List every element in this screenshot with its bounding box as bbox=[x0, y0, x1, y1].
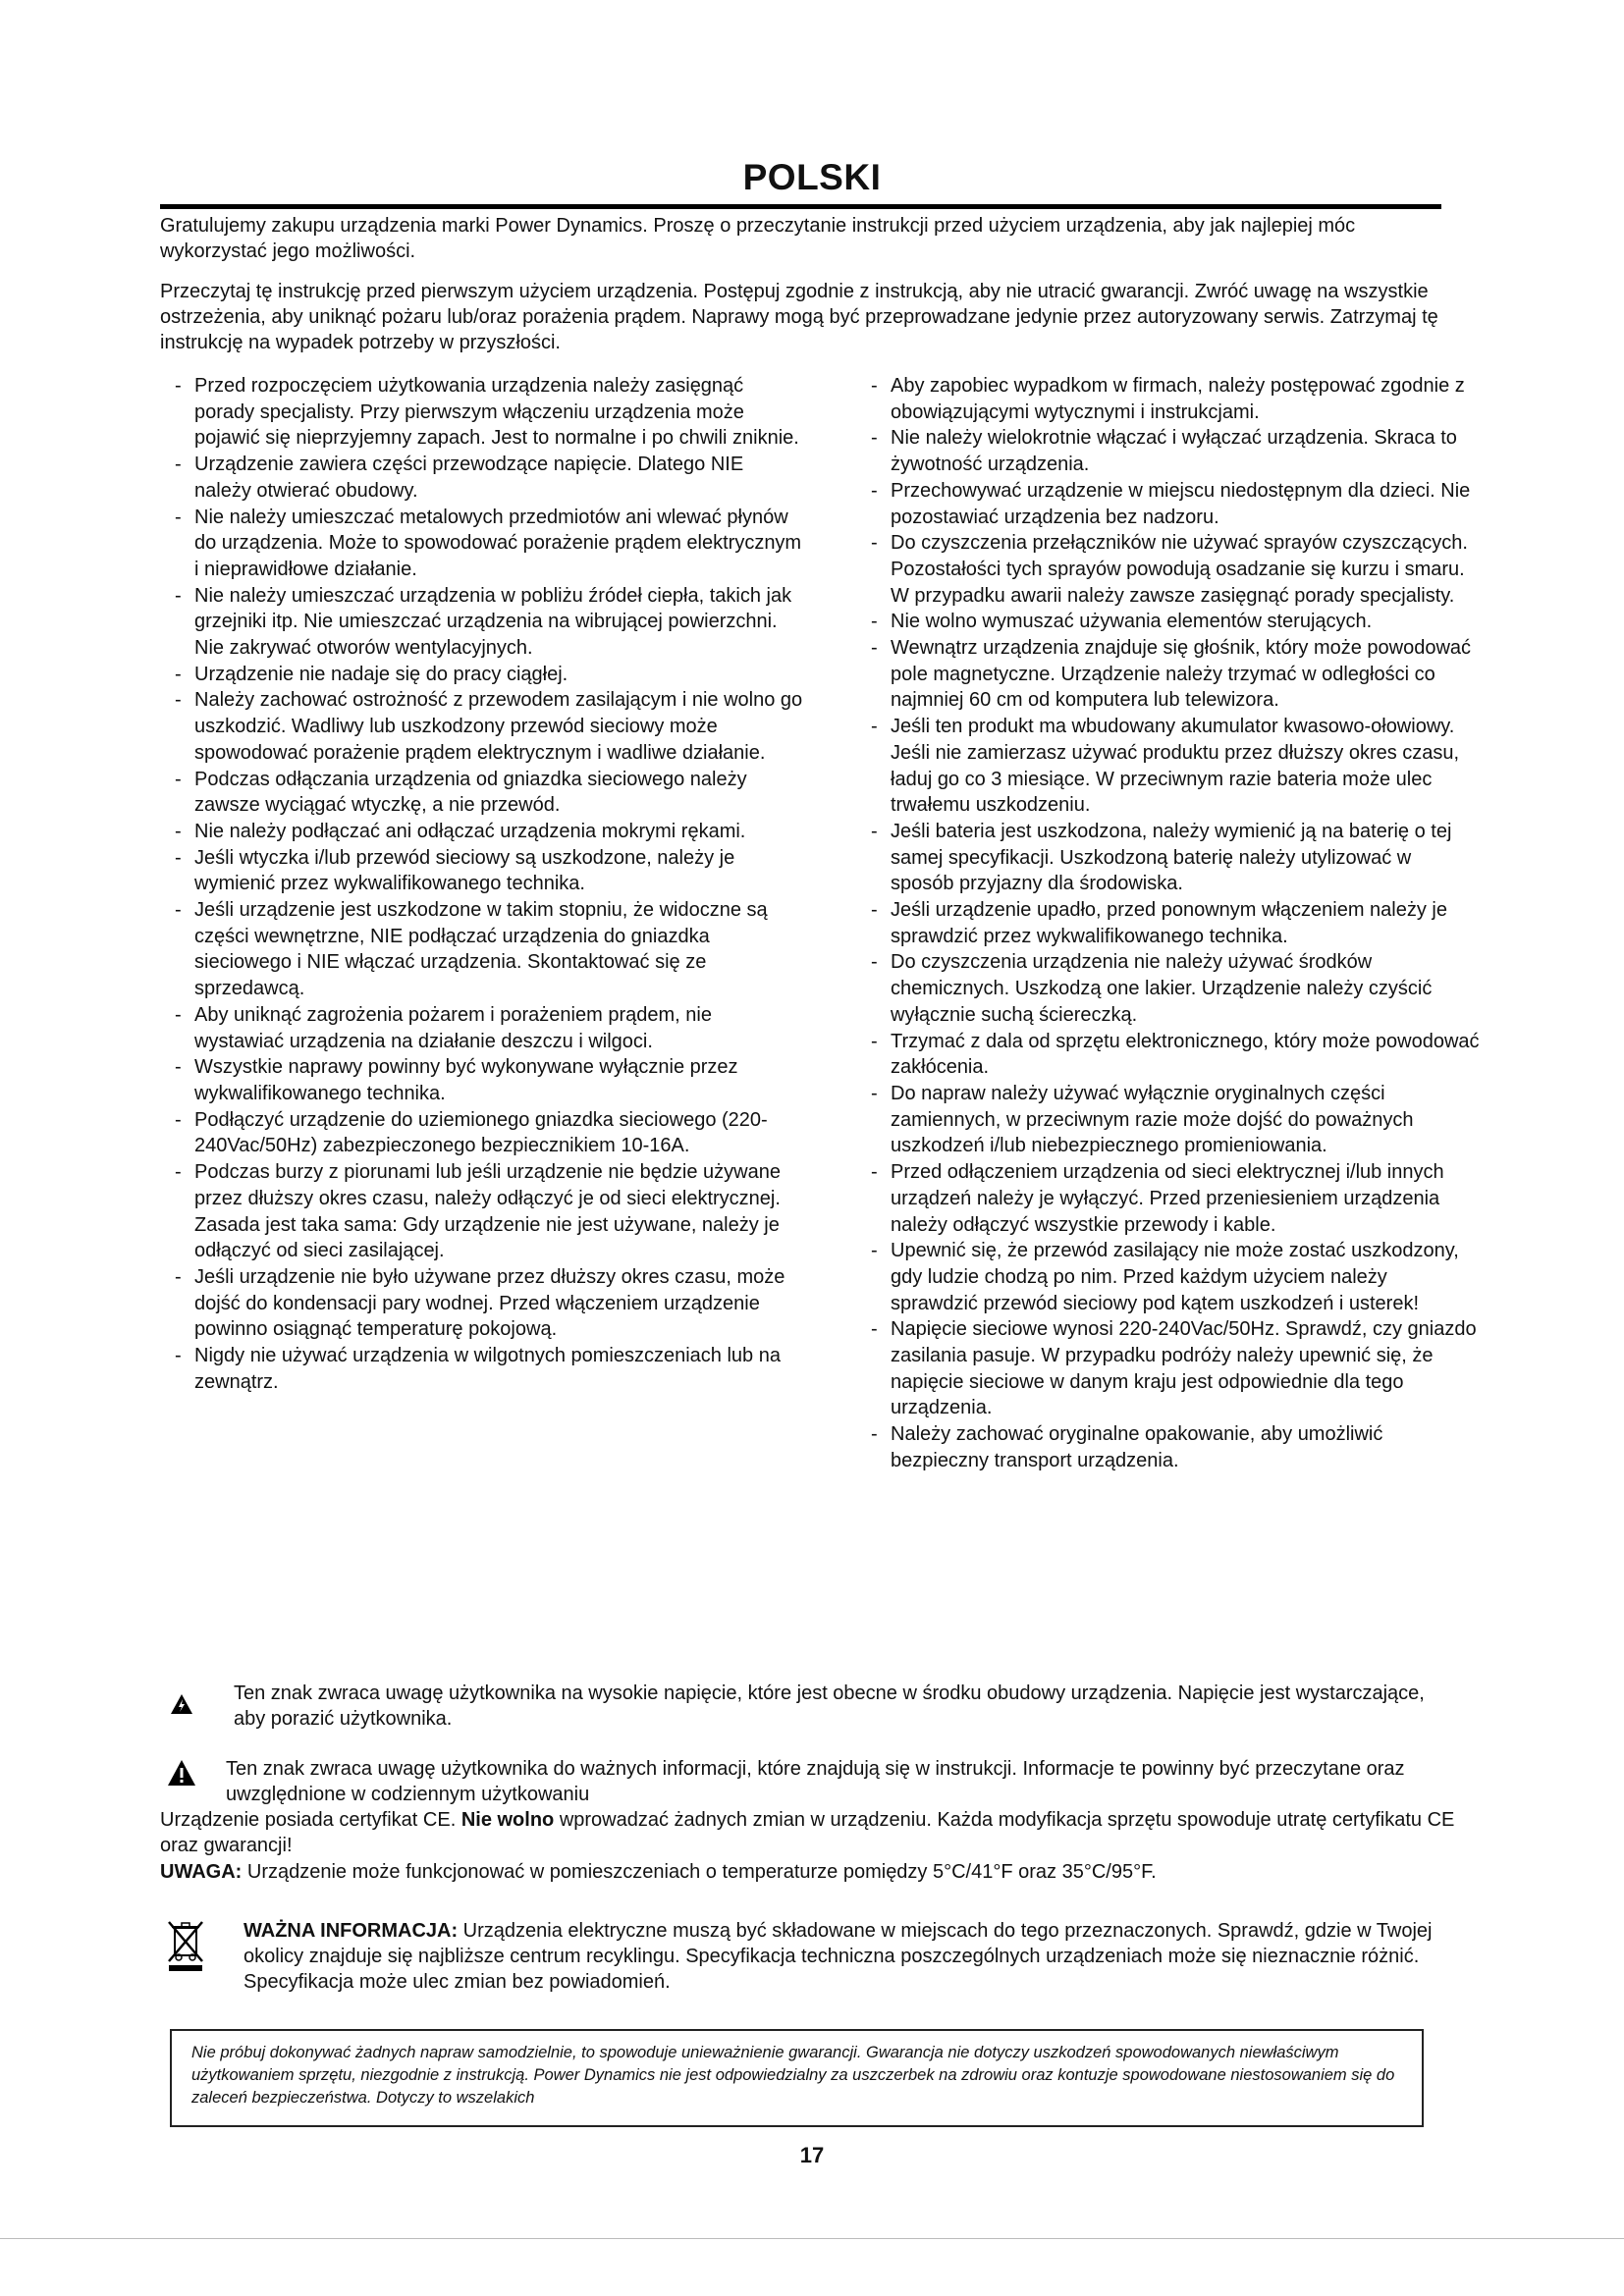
safety-list-item bbox=[175, 767, 803, 819]
safety-list-item bbox=[871, 1081, 1480, 1159]
list-dash: - bbox=[871, 479, 878, 502]
safety-list-item bbox=[175, 687, 803, 766]
list-dash: - bbox=[175, 820, 182, 842]
safety-list-item bbox=[871, 425, 1480, 477]
intro-paragraph-2: Przeczytaj tę instrukcję przed pierwszym użyciem urządzenia. Postępuj zgodnie z instrukcją, aby nie utracić gwarancji. Zwróć uwagę na wszystkie ostrzeżenia, aby uniknąć pożaru lub/oraz porażenia prądem. Naprawy mogą być przeprowadzane jedynie przez autoryzowany serwis. Zatrzymaj tę instrukcję na wypadek potrzeby w przyszłości. bbox=[160, 281, 1438, 353]
safety-list-item bbox=[871, 1421, 1480, 1473]
safety-list-item bbox=[175, 373, 803, 452]
safety-list-item bbox=[175, 1107, 803, 1159]
safety-list-item bbox=[871, 714, 1480, 819]
list-item-text: Podczas burzy z piorunami lub jeśli urządzenie nie będzie używane przez dłuższy okres czasu, należy odłączyć je od sieci elektrycznej. Zasada jest taka sama: Gdy urządzenie nie jest używane, należy je odłączyć od sieci zasilającej. bbox=[194, 1161, 781, 1262]
list-dash: - bbox=[175, 899, 182, 922]
safety-list-item bbox=[175, 452, 803, 504]
list-dash: - bbox=[871, 1161, 878, 1184]
safety-list-item bbox=[871, 1159, 1480, 1238]
safety-list-item bbox=[871, 1029, 1480, 1081]
list-item-text: Urządzenie zawiera części przewodzące napięcie. Dlatego NIE należy otwierać obudowy. bbox=[194, 454, 744, 502]
safety-list-left bbox=[175, 373, 803, 1395]
safety-list-item bbox=[175, 1159, 803, 1264]
safety-list-item bbox=[871, 635, 1480, 714]
list-dash: - bbox=[175, 1056, 182, 1079]
list-dash: - bbox=[175, 663, 182, 685]
safety-list-item bbox=[175, 845, 803, 897]
list-item-text: Wewnątrz urządzenia znajduje się głośnik, który może powodować pole magnetyczne. Urządzenie należy trzymać w odległości co najmniej 60 cm od komputera lub telewizora. bbox=[891, 637, 1472, 712]
safety-list-item bbox=[871, 1238, 1480, 1316]
list-dash: - bbox=[871, 375, 878, 397]
list-dash: - bbox=[871, 1423, 878, 1446]
list-dash: - bbox=[175, 1003, 182, 1026]
list-item-text: Jeśli bateria jest uszkodzona, należy wymienić ją na baterię o tej samej specyfikacji. Uszkodzoną baterię należy utylizować w sposób przyjazny dla środowiska. bbox=[891, 820, 1452, 895]
safety-list-item bbox=[175, 819, 803, 845]
list-dash: - bbox=[175, 1161, 182, 1184]
list-dash: - bbox=[175, 506, 182, 528]
list-item-text: Do napraw należy używać wyłącznie oryginalnych części zamiennych, w przeciwnym razie może dojść do poważnych uszkodzeń i/lub niebezpiecznego promieniowania. bbox=[891, 1082, 1414, 1157]
list-dash: - bbox=[871, 611, 878, 633]
list-dash: - bbox=[175, 454, 182, 476]
safety-list-item bbox=[175, 1054, 803, 1106]
list-item-text: Jeśli urządzenie nie było używane przez dłuższy okres czasu, może dojść do kondensacji pary wodnej. Przed włączeniem urządzenie powinno osiągnąć temperaturę pokojową. bbox=[194, 1265, 785, 1341]
safety-list-item bbox=[175, 1343, 803, 1395]
list-dash: - bbox=[871, 532, 878, 555]
list-dash: - bbox=[871, 951, 878, 974]
list-item-text: Należy zachować ostrożność z przewodem zasilającym i nie wolno go uszkodzić. Wadliwy lub uszkodzony przewód sieciowy może spowodować porażenie prądem elektrycznym i wadliwe działanie. bbox=[194, 689, 803, 764]
list-dash: - bbox=[871, 1030, 878, 1052]
safety-list-item bbox=[871, 478, 1480, 530]
safety-list-item bbox=[871, 373, 1480, 425]
list-item-text: Jeśli ten produkt ma wbudowany akumulator kwasowo-ołowiowy. Jeśli nie zamierzasz używać produktu przez dłuższy okres czasu, ładuj go co 3 miesiące. W przeciwnym razie bateria może ulec trwałemu uszkodzeniu. bbox=[891, 716, 1460, 817]
page-number: 17 bbox=[799, 2143, 825, 2167]
safety-list-item bbox=[871, 609, 1480, 635]
list-item-text: Napięcie sieciowe wynosi 220-240Vac/50Hz. Sprawdź, czy gniazdo zasilania pasuje. W przypadku podróży należy upewnić się, że napięcie sieciowe w danym kraju jest odpowiednie dla tego urządzenia. bbox=[891, 1318, 1477, 1419]
safety-list-item bbox=[175, 583, 803, 662]
list-item-text: Upewnić się, że przewód zasilający nie może zostać uszkodzony, gdy ludzie chodzą po nim. Przed każdym użyciem należy sprawdzić przewód sieciowy pod kątem uszkodzeń i usterek! bbox=[891, 1240, 1459, 1314]
list-item-text: Jeśli wtyczka i/lub przewód sieciowy są uszkodzone, należy je wymienić przez wykwalifikowanego technika. bbox=[194, 846, 735, 895]
list-item-text: Nie należy umieszczać metalowych przedmiotów ani wlewać płynów do urządzenia. Może to spowodować porażenie prądem elektrycznym i nieprawidłowe działanie. bbox=[194, 506, 802, 580]
title-divider bbox=[160, 204, 1441, 209]
safety-list-right bbox=[871, 373, 1480, 1474]
list-dash: - bbox=[871, 637, 878, 660]
list-item-text: Do czyszczenia przełączników nie używać sprayów czyszczących. Pozostałości tych sprayów powodują osadzanie się kurzu i smaru. W przypadku awarii należy zawsze zasięgnąć porady specjalisty. bbox=[891, 532, 1468, 607]
list-item-text: Jeśli urządzenie upadło, przed ponownym włączeniem należy je sprawdzić przez wykwalifikowanego technika. bbox=[891, 899, 1447, 947]
safety-list-item bbox=[871, 530, 1480, 609]
list-item-text: Podłączyć urządzenie do uziemionego gniazdka sieciowego (220-240Vac/50Hz) zabezpieczonego bezpiecznikiem 10-16A. bbox=[194, 1108, 768, 1157]
list-dash: - bbox=[871, 899, 878, 922]
list-item-text: Podczas odłączania urządzenia od gniazdka sieciowego należy zawsze wyciągać wtyczkę, a nie przewód. bbox=[194, 768, 747, 817]
weee-information-text: WAŻNA INFORMACJA: Urządzenia elektryczne muszą być składowane w miejscach do tego przeznaczonych. Sprawdź, gdzie w Twojej okolicy znajduje się najbliższe centrum recyklingu. Specyfikacja techniczna poszczególnych urządzeniach może się nieznacznie różnić. Specyfikacja może ulec zmian bez powiadomień. bbox=[244, 1920, 1433, 1993]
list-item-text: Nie wolno wymuszać używania elementów sterujących. bbox=[891, 611, 1373, 633]
weee-bin-icon bbox=[165, 1918, 206, 1978]
list-dash: - bbox=[175, 1265, 182, 1288]
list-item-text: Nie należy podłączać ani odłączać urządzenia mokrymi rękami. bbox=[194, 820, 746, 842]
high-voltage-icon bbox=[170, 1693, 193, 1720]
list-item-text: Nie należy umieszczać urządzenia w pobliżu źródeł ciepła, takich jak grzejniki itp. Nie umieszczać urządzenia na wibrującej powierzchni. Nie zakrywać otworów wentylacyjnych. bbox=[194, 584, 792, 660]
list-item-text: Przed odłączeniem urządzenia od sieci elektrycznej i/lub innych urządzeń należy je wyłączyć. Przed przeniesieniem urządzenia należy odłączyć wszystkie przewody i kable. bbox=[891, 1161, 1444, 1236]
list-item-text: Urządzenie nie nadaje się do pracy ciągłej. bbox=[194, 663, 568, 685]
list-item-text: Jeśli urządzenie jest uszkodzone w takim stopniu, że widoczne są części wewnętrzne, NIE podłączać urządzenia do gniazdka sieciowego i NIE włączać urządzenia. Skontaktować się ze sprzedawcą. bbox=[194, 899, 768, 1000]
temperature-warning: UWAGA: Urządzenie może funkcjonować w pomieszczeniach o temperaturze pomiędzy 5°C/41°F oraz 35°C/95°F. bbox=[160, 1861, 1157, 1883]
list-item-text: Przed rozpoczęciem użytkowania urządzenia należy zasięgnąć porady specjalisty. Przy pierwszym włączeniu urządzenia może pojawić się nieprzyjemny zapach. Jest to normalne i po chwili zniknie. bbox=[194, 375, 799, 450]
page-title: POLSKI bbox=[742, 157, 882, 197]
safety-list-item bbox=[871, 819, 1480, 897]
list-item-text: Nigdy nie używać urządzenia w wilgotnych pomieszczeniach lub na zewnątrz. bbox=[194, 1345, 781, 1393]
safety-list-item bbox=[871, 1316, 1480, 1421]
list-dash: - bbox=[175, 1345, 182, 1367]
high-voltage-warning-text: Ten znak zwraca uwagę użytkownika na wysokie napięcie, które jest obecne w środku obudowy urządzenia. Napięcie jest wystarczające, aby porazić użytkownika. bbox=[234, 1682, 1425, 1730]
list-dash: - bbox=[871, 1240, 878, 1262]
list-dash: - bbox=[175, 584, 182, 607]
list-item-text: Należy zachować oryginalne opakowanie, aby umożliwić bezpieczny transport urządzenia. bbox=[891, 1423, 1383, 1471]
safety-list-item bbox=[175, 505, 803, 583]
safety-list-item bbox=[175, 897, 803, 1002]
list-dash: - bbox=[175, 689, 182, 712]
list-dash: - bbox=[871, 427, 878, 450]
list-item-text: Do czyszczenia urządzenia nie należy używać środków chemicznych. Uszkodzą one lakier. Urządzenie należy czyścić wyłącznie suchą ściereczką. bbox=[891, 951, 1433, 1026]
list-item-text: Trzymać z dala od sprzętu elektronicznego, który może powodować zakłócenia. bbox=[891, 1030, 1480, 1079]
safety-list-item bbox=[175, 1264, 803, 1343]
list-item-text: Przechowywać urządzenie w miejscu niedostępnym dla dzieci. Nie pozostawiać urządzenia bez nadzoru. bbox=[891, 479, 1471, 528]
list-item-text: Wszystkie naprawy powinny być wykonywane wyłącznie przez wykwalifikowanego technika. bbox=[194, 1056, 738, 1104]
important-info-warning-text: Ten znak zwraca uwagę użytkownika do ważnych informacji, które znajdują się w instrukcji. Informacje te powinny być przeczytane oraz uwzględnione w codziennym użytkowaniu bbox=[226, 1758, 1405, 1805]
list-item-text: Aby zapobiec wypadkom w firmach, należy postępować zgodnie z obowiązującymi wytycznymi i instrukcjami. bbox=[891, 375, 1465, 423]
warranty-notice-text: Nie próbuj dokonywać żadnych napraw samodzielnie, to spowoduje unieważnienie gwarancji. Gwarancja nie dotyczy uszkodzeń spowodowanych niewłaściwym użytkowaniem sprzętu, niezgodnie z instrukcją. Power Dynamics nie jest odpowiedzialny za uszczerbek na zdrowiu oraz kontuzje spowodowane niestosowaniem się do zaleceń bezpieczeństwa. Dotyczy to wszelakich bbox=[191, 2044, 1395, 2107]
list-item-text: Aby uniknąć zagrożenia pożarem i porażeniem prądem, nie wystawiać urządzenia na działanie deszczu i wilgoci. bbox=[194, 1003, 712, 1052]
list-dash: - bbox=[871, 820, 878, 842]
warranty-notice-box bbox=[170, 2029, 1424, 2127]
list-dash: - bbox=[175, 375, 182, 397]
list-dash: - bbox=[871, 716, 878, 738]
bottom-divider bbox=[0, 2238, 1624, 2239]
safety-list-item bbox=[871, 897, 1480, 949]
safety-list-item bbox=[175, 1002, 803, 1054]
list-dash: - bbox=[871, 1318, 878, 1341]
intro-paragraph-1: Gratulujemy zakupu urządzenia marki Power Dynamics. Proszę o przeczytanie instrukcji przed użyciem urządzenia, aby jak najlepiej móc wykorzystać jego możliwości. bbox=[160, 215, 1356, 262]
list-item-text: Nie należy wielokrotnie włączać i wyłączać urządzenia. Skraca to żywotność urządzenia. bbox=[891, 427, 1457, 476]
ce-certificate-text: Urządzenie posiada certyfikat CE. Nie wolno wprowadzać żadnych zmian w urządzeniu. Każda modyfikacja sprzętu spowoduje utratę certyfikatu CE oraz gwarancji! bbox=[160, 1809, 1455, 1856]
list-dash: - bbox=[175, 1108, 182, 1131]
exclamation-warning-icon bbox=[167, 1759, 196, 1791]
list-dash: - bbox=[175, 846, 182, 869]
safety-list-item bbox=[871, 949, 1480, 1028]
list-dash: - bbox=[175, 768, 182, 790]
safety-list-item bbox=[175, 662, 803, 688]
list-dash: - bbox=[871, 1082, 878, 1104]
